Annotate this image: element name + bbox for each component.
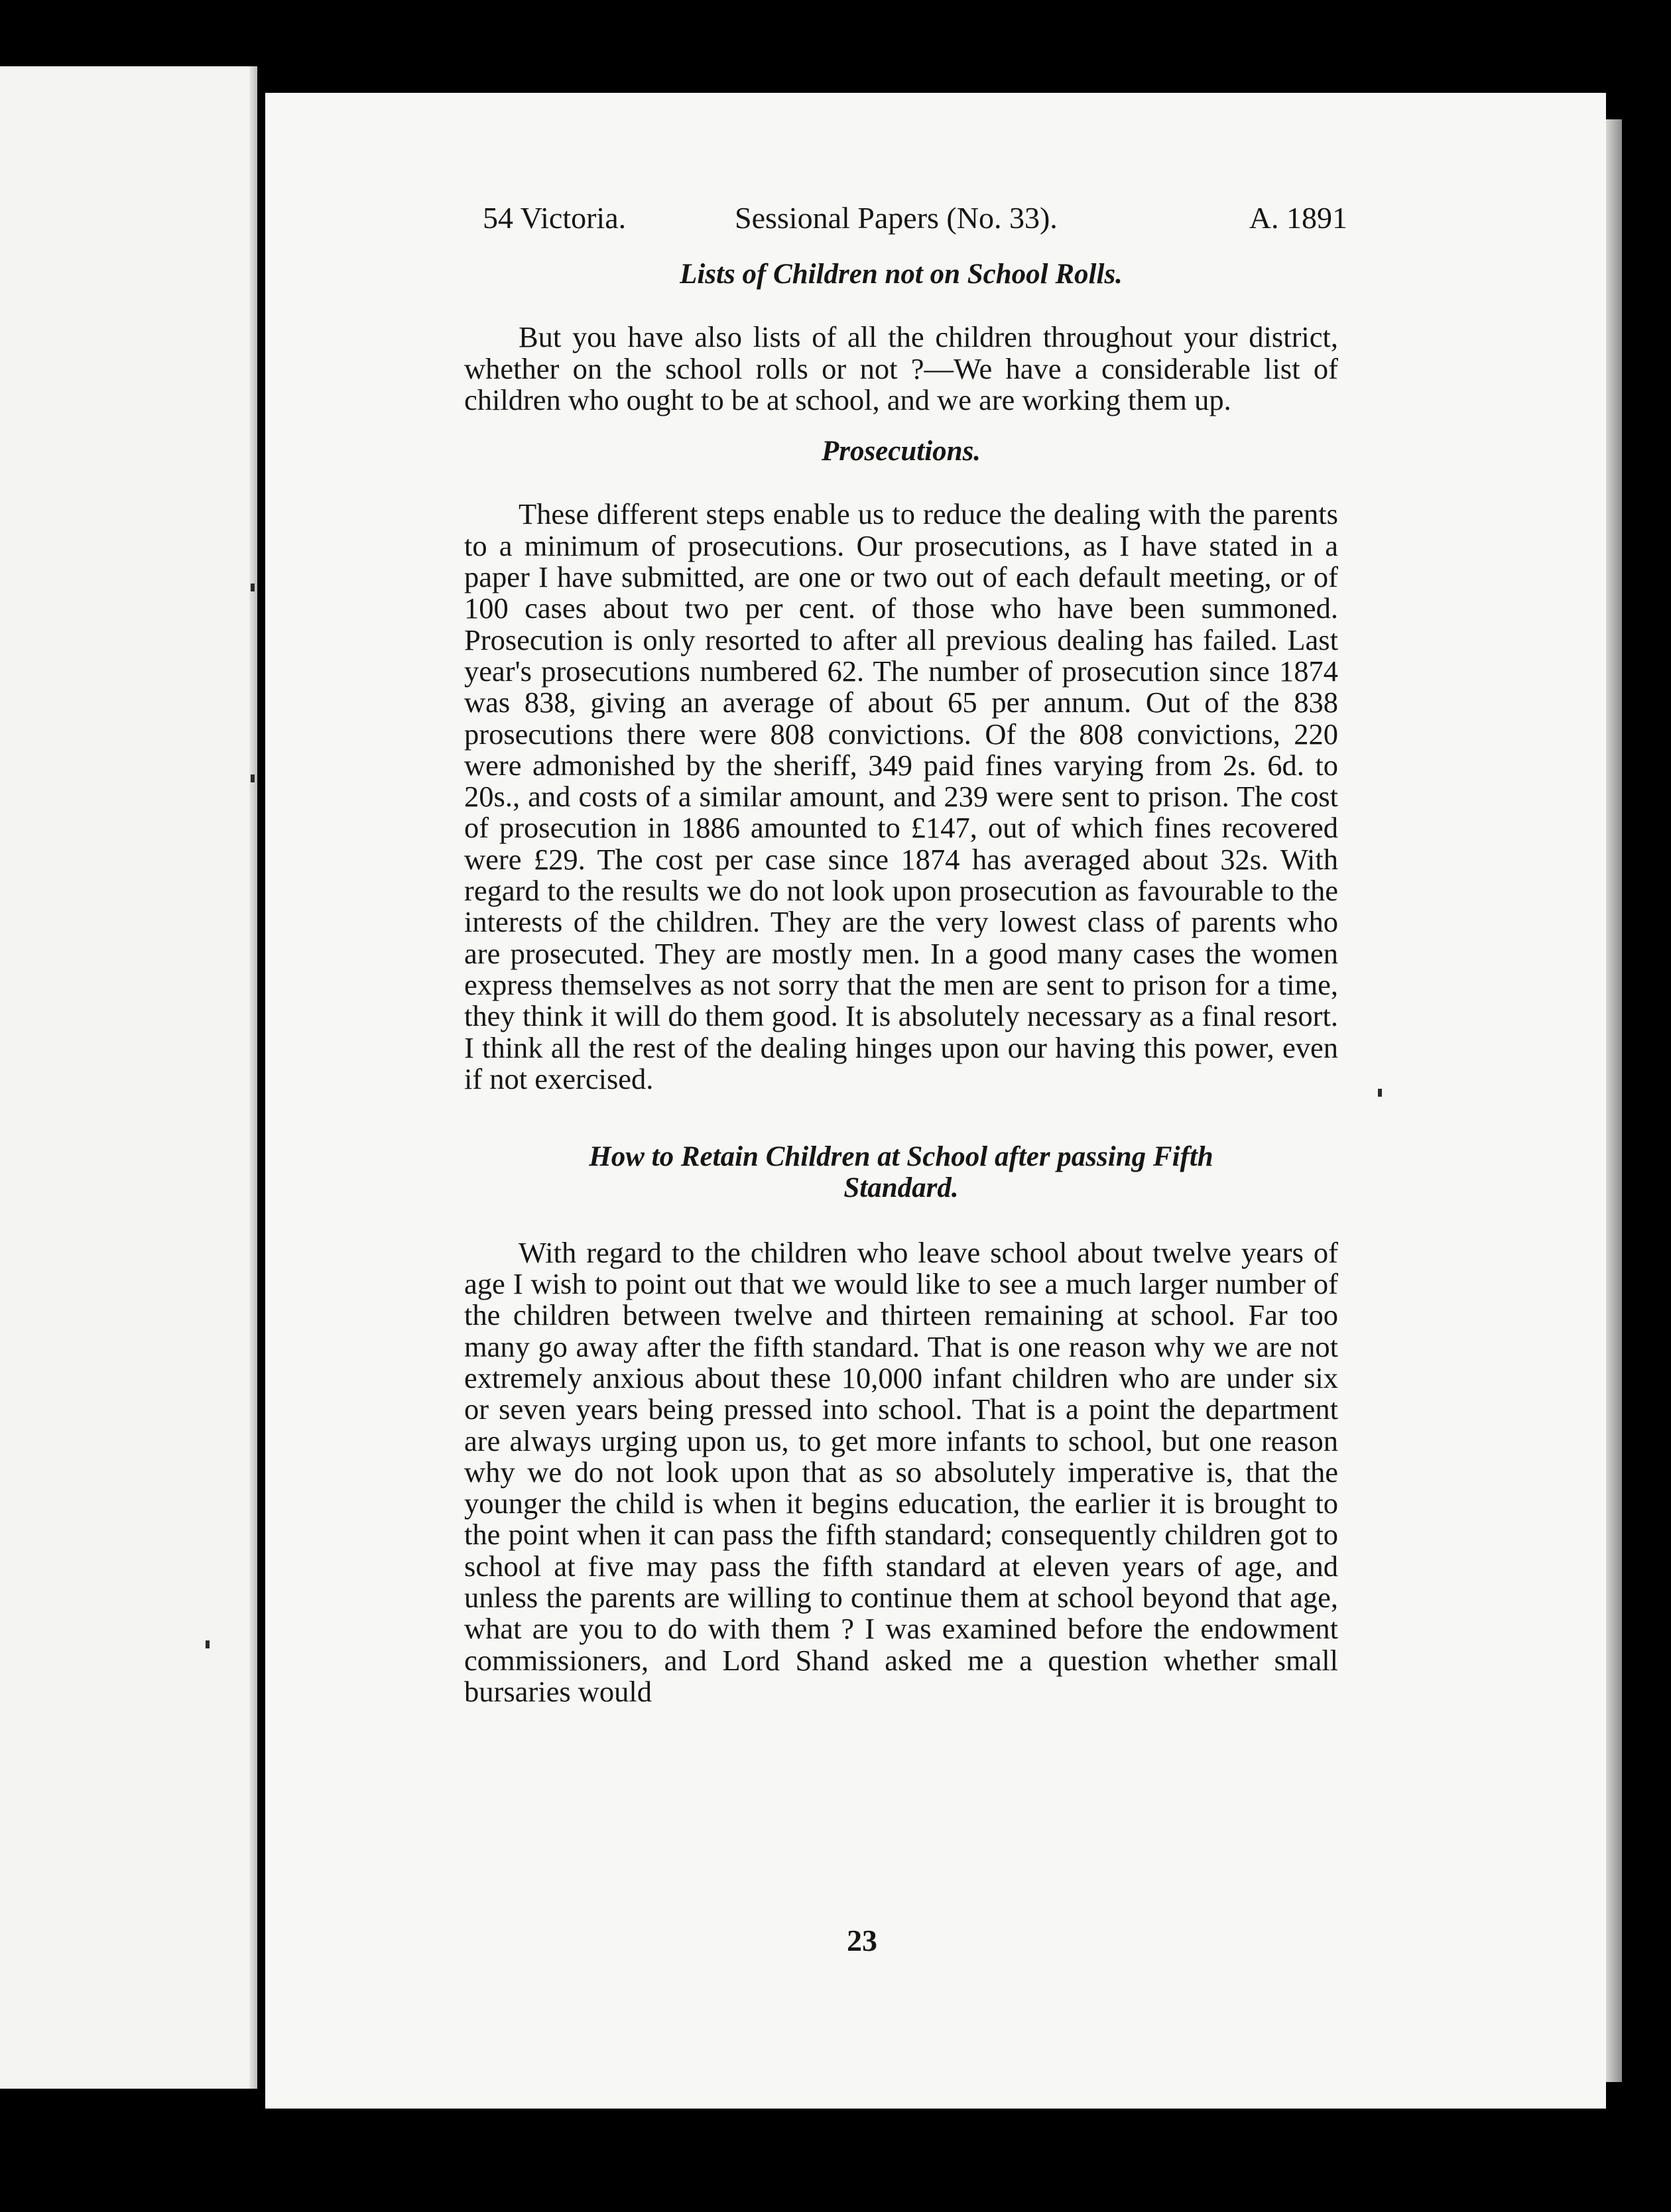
section-title-prosecutions: Prosecutions. [821,436,981,467]
paragraph-prosecutions: These different steps enable us to reduce the dealing with the parents to a minimum of prosecutions. Our prosecutions, as I have stated in a paper I have submitted, are one or two out of each default meeting, or of 100 cases about two per cent. of those who have been summoned. Prosecution is only resorted to after all previous dealing has failed. Last year's prosecutions numbered 62. The number of prosecution since 1874 was 838, giving an average of about 65 per annum. Out of the 838 prosecutions there were 808 convictions. Of the 808 convictions, 220 were admonished by the sheriff, 349 paid fines varying from 2s. 6d. to 20s., and costs of a similar amount, and 239 were sent to prison. The cost of prosecution in 1886 amounted to £147, out of which fines recovered were £29. The cost per case since 1874 has averaged about 32s. With regard to the results we do not look upon prosecution as favourable to the interests of the children. They are the very lowest class of parents who are prosecuted. They are mostly men. In a good many cases the women express themselves as not sorry that the men are sent to prison for a time, they think it will do them good. It is absolutely necessary as a final resort. I think all the rest of the dealing hinges upon our having this power, even if not exercised. [464,497,1338,1095]
text-column [464,259,1338,1707]
header-volume: 54 Victoria. [483,201,627,235]
paragraph-school-rolls: But you have also lists of all the children throughout your district, whether on the school rolls or not ?—We have a considerable list of children who ought to be at school, and we are working them up. [464,320,1338,416]
scan-speck [251,584,255,591]
page-number: 23 [847,1924,877,1957]
facing-page [0,66,257,2089]
section-title-retain-children: How to Retain Children at School after passing Fifth Standard. [589,1141,1213,1204]
header-year: A. 1891 [1249,201,1347,235]
scan-speck [251,774,255,782]
page-fold-shadow [249,66,257,2089]
scan-speck [206,1640,210,1648]
section-title-school-rolls: Lists of Children not on School Rolls. [680,259,1123,290]
running-header [483,200,1347,240]
page-edge-shadow [1606,119,1622,2082]
paragraph-retain-children: With regard to the children who leave school about twelve years of age I wish to point out that we would like to see a much larger number of the children between twelve and thirteen remaining at school. Far too many go away after the fifth standard. That is one reason why we are not extremely anxious about these 10,000 infant children who are under six or seven years being pressed into school. That is a point the department are always urging upon us, to get more infants to school, but one reason why we do not look upon that as so absolutely imperative is, that the younger the child is when it begins education, the earlier it is brought to the point when it can pass the fifth standard; consequently children got to school at five may pass the fifth standard at eleven years of age, and unless the parents are willing to continue them at school beyond that age, what are you to do with them ? I was examined before the endowment commissioners, and Lord Shand asked me a question whether small bursaries would [464,1235,1338,1708]
header-papers: Sessional Papers (No. 33). [735,201,1058,235]
scan-speck [1378,1089,1382,1097]
